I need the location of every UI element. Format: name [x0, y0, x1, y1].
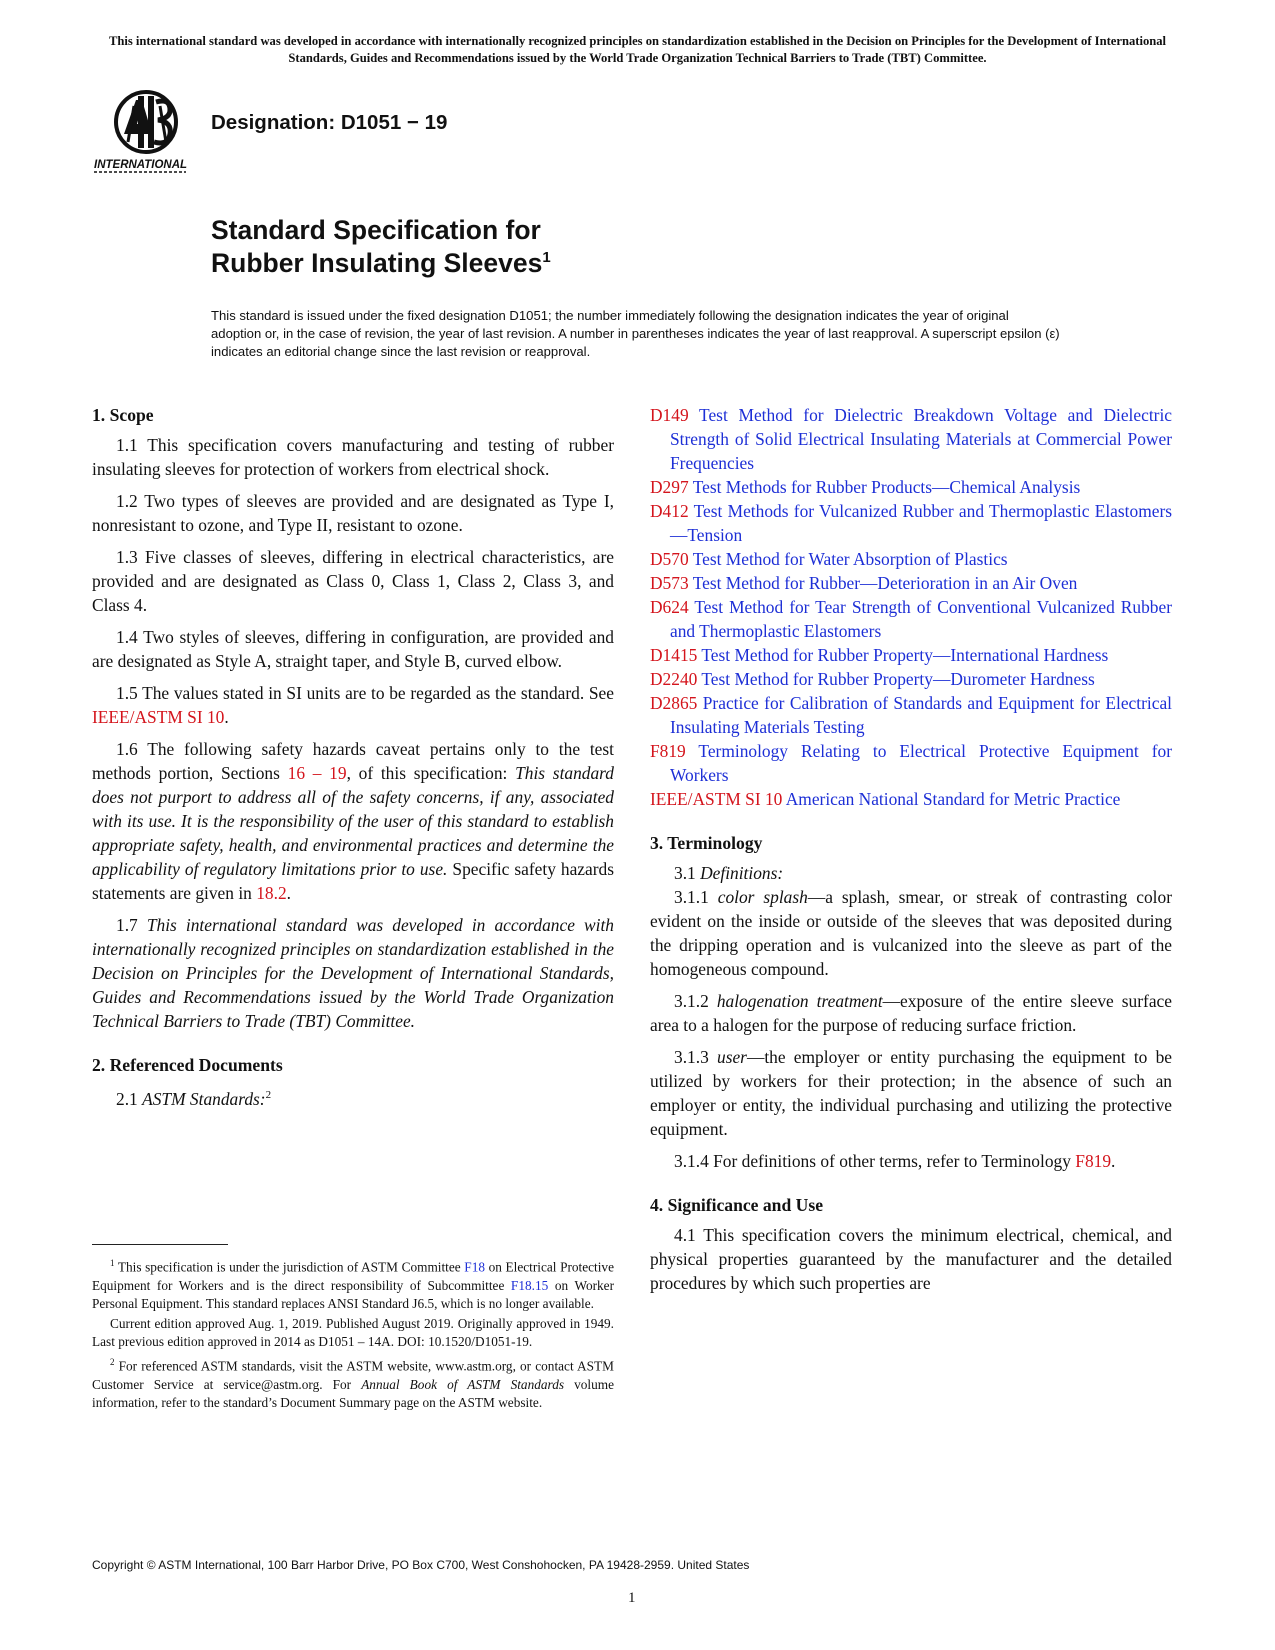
- text: This specification is under the jurisdiction of ASTM Committee: [114, 1259, 465, 1275]
- designation: Designation: D1051 − 19: [211, 111, 448, 134]
- text: .: [286, 883, 291, 903]
- paragraph-3-1-2: [650, 989, 1172, 1037]
- safety-caveat: This standard does not purport to address all of the safety concerns, if any, associated with its use. It is the responsibility of the user of this standard to establish appropriate safety, health, and environmental practices and determine the applicability of regulatory limitations prior to use.: [92, 763, 614, 879]
- text: 1.5 The values stated in SI units are to be regarded as the standard. See: [116, 683, 614, 703]
- reference-code-link[interactable]: D2865: [650, 693, 698, 713]
- reference-item: [650, 691, 1172, 739]
- reference-code-link[interactable]: F819: [650, 741, 686, 761]
- annual-book-title: Annual Book of ASTM Standards: [361, 1377, 565, 1393]
- footnotes: [92, 1254, 614, 1414]
- link-sections-16-19[interactable]: 16 – 19: [287, 763, 347, 783]
- reference-code-link[interactable]: D412: [650, 501, 689, 521]
- reference-item: [650, 475, 1172, 499]
- paragraph-1-5: [92, 681, 614, 729]
- footnote-mark: 2: [265, 1089, 272, 1101]
- paragraph-1-4: 1.4 Two styles of sleeves, differing in configuration, are provided and are designated as Style A, straight taper, and Style B, curved elbow.: [92, 627, 614, 671]
- reference-title-link[interactable]: Test Method for Rubber Property—Durometer Hardness: [697, 669, 1095, 689]
- term-user: user: [717, 1047, 747, 1067]
- footnote-1: [92, 1254, 614, 1313]
- issuance-statement: This standard is issued under the fixed designation D1051; the number immediately following the designation indicates the year of original adoption or, in the case of revision, the year of last revision. A number in parentheses indicates the year of last reapproval. A superscript epsilon (ε) indicates an editorial change since the last revision or reapproval.: [211, 308, 1060, 359]
- paragraph-1-7: [92, 913, 614, 1033]
- text: volume information, refer to the standard’s Document Summary page on the ASTM website.: [92, 1377, 614, 1411]
- reference-code-link[interactable]: D297: [650, 477, 689, 497]
- reference-title-link[interactable]: Test Methods for Rubber Products—Chemical Analysis: [688, 477, 1081, 497]
- reference-item: [650, 571, 1172, 595]
- reference-item: [650, 403, 1172, 475]
- section-heading-referenced-documents: 2. Referenced Documents: [92, 1055, 283, 1075]
- reference-title-link[interactable]: Test Method for Tear Strength of Conventional Vulcanized Rubber and Thermoplastic Elastomers: [670, 597, 1172, 641]
- link-f18[interactable]: F18: [464, 1259, 485, 1275]
- reference-title-link[interactable]: Test Method for Dielectric Breakdown Voltage and Dielectric Strength of Solid Electrical Insulating Materials at Commercial Power Frequencies: [670, 405, 1172, 473]
- reference-code-link[interactable]: D570: [650, 549, 689, 569]
- text: 3.1.3: [674, 1047, 717, 1067]
- text: For referenced ASTM standards, visit the ASTM website, www.astm.org, or contact ASTM Customer Service at service@astm.org. For: [92, 1358, 614, 1393]
- reference-title-link[interactable]: Test Methods for Vulcanized Rubber and Thermoplastic Elastomers—Tension: [670, 501, 1172, 545]
- footnote-1-edition: Current edition approved Aug. 1, 2019. Published August 2019. Originally approved in 1949. Last previous edition approved in 2014 as D1051 – 14A. DOI: 10.1520/D1051-19.: [92, 1316, 614, 1350]
- footnote-2: [92, 1353, 614, 1412]
- definitions-label: Definitions:: [700, 863, 784, 883]
- reference-code-link[interactable]: D624: [650, 597, 689, 617]
- paragraph-3-1: [650, 861, 1172, 885]
- link-18-2[interactable]: 18.2: [256, 883, 287, 903]
- text: on Electrical Protective Equipment for Workers and is the direct responsibility of Subcommittee: [92, 1259, 614, 1293]
- section-heading-scope: 1. Scope: [92, 405, 154, 425]
- reference-item: [650, 667, 1172, 691]
- right-column: [650, 403, 1172, 1303]
- copyright: Copyright © ASTM International, 100 Barr Harbor Drive, PO Box C700, West Conshohocken, PA 19428-2959. United States: [92, 1558, 750, 1572]
- left-column: [92, 403, 614, 1119]
- link-ieee-astm-si10[interactable]: IEEE/ASTM SI 10: [92, 707, 225, 727]
- reference-item: [650, 499, 1172, 547]
- reference-item: [650, 643, 1172, 667]
- section-heading-terminology: 3. Terminology: [650, 833, 763, 853]
- title-line-1: Standard Specification for: [211, 215, 541, 245]
- reference-item: [650, 787, 1172, 811]
- paragraph-3-1-1: [650, 885, 1172, 981]
- term-halogenation-treatment: halogenation treatment: [716, 991, 883, 1011]
- document-title: [211, 214, 551, 280]
- term-color-splash: color splash: [717, 887, 808, 907]
- page-number: 1: [628, 1590, 636, 1606]
- astm-standards-label: ASTM Standards:: [142, 1088, 266, 1109]
- text: 3.1: [674, 863, 701, 883]
- text: 1.7: [116, 915, 147, 935]
- text: , of this specification:: [346, 763, 516, 783]
- paragraph-2-1: [92, 1083, 614, 1111]
- link-f18-15[interactable]: F18.15: [510, 1277, 549, 1293]
- title-text: Rubber Insulating Sleeves: [211, 248, 543, 278]
- reference-title-link[interactable]: Test Method for Rubber Property—International Hardness: [697, 645, 1109, 665]
- reference-title-link[interactable]: Practice for Calibration of Standards and Equipment for Electrical Insulating Materials Testing: [670, 693, 1172, 737]
- reference-code-link[interactable]: D573: [650, 573, 689, 593]
- text: on Worker Personal Equipment. This standard replaces ANSI Standard J6.5, which is no longer available.: [92, 1277, 614, 1311]
- text: 3.1.4 For definitions of other terms, refer to Terminology: [674, 1151, 1076, 1171]
- text: .: [224, 707, 229, 727]
- text: 1.6 The following safety hazards caveat pertains only to the test methods portion, Sections: [92, 739, 614, 783]
- wto-notice: This international standard was developed in accordance with internationally recognized principles on standardization established in the Decision on Principles for the Development of International Standards, Guides and Recommendations issued by the World Trade Organization Technical Barriers to Trade (TBT) Committee.: [92, 915, 614, 1031]
- international-standard-notice: This international standard was developed in accordance with internationally recognized principles on standardization established in the Decision on Principles for the Development of International Standards, Guides and Recommendations issued by the World Trade Organization Technical Barriers to Trade (TBT) Committee.: [108, 34, 1167, 65]
- reference-title-link[interactable]: American National Standard for Metric Practice: [782, 789, 1121, 809]
- paragraph-1-3: 1.3 Five classes of sleeves, differing in electrical characteristics, are provided and are designated as Class 0, Class 1, Class 2, Class 3, and Class 4.: [92, 547, 614, 615]
- referenced-standards-list: [650, 403, 1172, 811]
- reference-title-link[interactable]: Test Method for Water Absorption of Plastics: [688, 549, 1008, 569]
- paragraph-4-1: 4.1 This specification covers the minimum electrical, chemical, and physical properties guaranteed by the manufacturer and the detailed procedures by which such properties are: [650, 1225, 1172, 1293]
- astm-international-logo: [94, 86, 198, 178]
- footnote-mark: 1: [110, 1258, 115, 1268]
- reference-code-link[interactable]: D2240: [650, 669, 698, 689]
- paragraph-1-6: [92, 737, 614, 905]
- title-footnote-mark: 1: [542, 249, 551, 267]
- reference-code-link[interactable]: D1415: [650, 645, 698, 665]
- reference-title-link[interactable]: Terminology Relating to Electrical Protective Equipment for Workers: [670, 741, 1172, 785]
- text: 3.1.2: [674, 991, 717, 1011]
- paragraph-3-1-3: [650, 1045, 1172, 1141]
- text: —exposure of the entire sleeve surface area to a halogen for the purpose of reducing surface friction.: [650, 991, 1172, 1035]
- reference-title-link[interactable]: Test Method for Rubber—Deterioration in an Air Oven: [688, 573, 1078, 593]
- reference-code-link[interactable]: D149: [650, 405, 689, 425]
- reference-code-link[interactable]: IEEE/ASTM SI 10: [650, 789, 783, 809]
- reference-item: [650, 595, 1172, 643]
- text: Specific safety hazards statements are given in: [92, 859, 614, 903]
- title-line-2: [211, 247, 551, 280]
- text: —a splash, smear, or streak of contrasting color evident on the inside or outside of the sleeves that was deposited during the dripping operation and is vulcanized into the sleeve as part of the homogeneous compound.: [650, 887, 1172, 979]
- text: .: [1111, 1151, 1116, 1171]
- footnote-mark: 2: [110, 1357, 115, 1368]
- reference-item: [650, 739, 1172, 787]
- text: 2.1: [116, 1088, 143, 1109]
- reference-item: [650, 547, 1172, 571]
- paragraph-3-1-4: [650, 1149, 1172, 1173]
- paragraph-1-1: 1.1 This specification covers manufacturing and testing of rubber insulating sleeves for protection of workers from electrical shock.: [92, 435, 614, 479]
- text: —the employer or entity purchasing the equipment to be utilized by workers for their protection; in the absence of such an employer or entity, the individual purchasing and utilizing the protective equipment.: [650, 1047, 1172, 1139]
- paragraph-1-2: 1.2 Two types of sleeves are provided and are designated as Type I, nonresistant to ozone, and Type II, resistant to ozone.: [92, 491, 614, 535]
- section-heading-significance: 4. Significance and Use: [650, 1195, 824, 1215]
- link-f819[interactable]: F819: [1075, 1151, 1112, 1171]
- text: 3.1.1: [674, 887, 718, 907]
- footnote-rule: [92, 1244, 228, 1245]
- logo-text: INTERNATIONAL: [94, 159, 188, 171]
